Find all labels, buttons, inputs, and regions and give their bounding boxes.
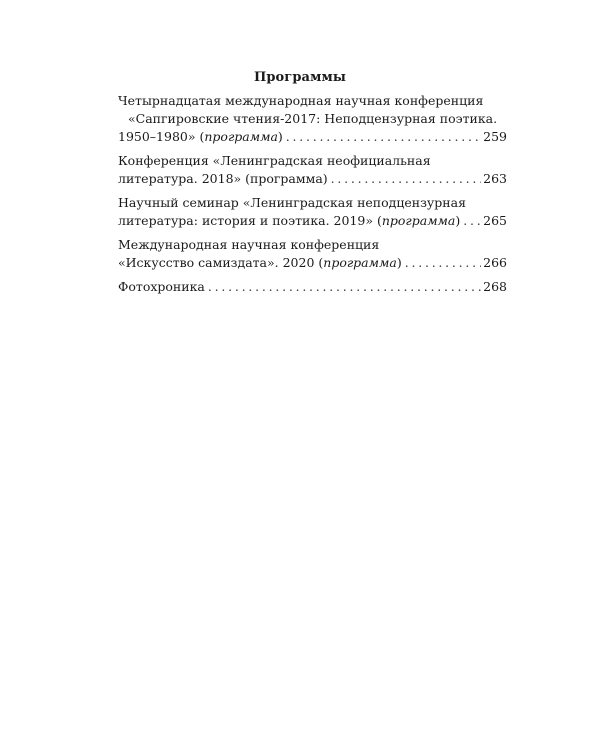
toc-entry[interactable] [118, 152, 507, 188]
dot-leader [331, 170, 481, 188]
toc-entry-text-part: литература. 2018» (программа) [118, 171, 328, 186]
page-number: 268 [483, 279, 507, 294]
toc-entry-line: Конференция «Ленинградская неофициальная [118, 153, 431, 168]
toc-entry-italic: программа [204, 129, 278, 144]
toc-entry-text [118, 128, 283, 146]
page-number: 259 [483, 129, 507, 144]
section-title: Программы [253, 70, 347, 85]
toc-entry-line: «Сапгировские чтения-2017: Неподцензурная поэтика. [128, 111, 498, 126]
toc-entry[interactable] [118, 236, 507, 272]
toc-entry-text [118, 278, 205, 296]
toc-entry-text-part: литература: история и поэтика. 2019» ( [118, 213, 382, 228]
toc-entry-line: Научный семинар «Ленинградская неподцензурная [118, 195, 466, 210]
toc-entry[interactable] [118, 278, 507, 296]
toc-entry-line: Четырнадцатая международная научная конференция [118, 93, 484, 108]
toc-entry-last-line [118, 212, 507, 230]
dot-leader [208, 278, 481, 296]
toc-entry-last-line [118, 278, 507, 296]
page-number: 265 [483, 213, 507, 228]
dot-leader [286, 128, 481, 146]
toc-entry[interactable] [118, 92, 507, 146]
toc-entry[interactable] [118, 194, 507, 230]
toc-entry-italic: программа [323, 255, 397, 270]
toc-entry-last-line [118, 128, 507, 146]
toc-entry-last-line [118, 170, 507, 188]
toc-entry-text-part: ) [277, 129, 283, 144]
toc-entry-text [118, 170, 328, 188]
table-of-contents [118, 92, 507, 302]
toc-entry-text-part: ) [455, 213, 461, 228]
dot-leader [405, 254, 481, 272]
toc-entry-text-part: Фотохроника [118, 279, 205, 294]
toc-entry-text [118, 212, 460, 230]
toc-entry-text-part: 1950–1980» ( [118, 129, 205, 144]
toc-entry-last-line [118, 254, 507, 272]
page-number: 263 [483, 171, 507, 186]
toc-entry-text-part: ) [396, 255, 402, 270]
page-number: 266 [483, 255, 507, 270]
toc-entry-text [118, 254, 402, 272]
dot-leader [463, 212, 481, 230]
toc-entry-italic: программа [381, 213, 456, 228]
toc-entry-line: Международная научная конференция [118, 237, 380, 252]
toc-entry-text-part: «Искусство самиздата». 2020 ( [118, 255, 324, 270]
